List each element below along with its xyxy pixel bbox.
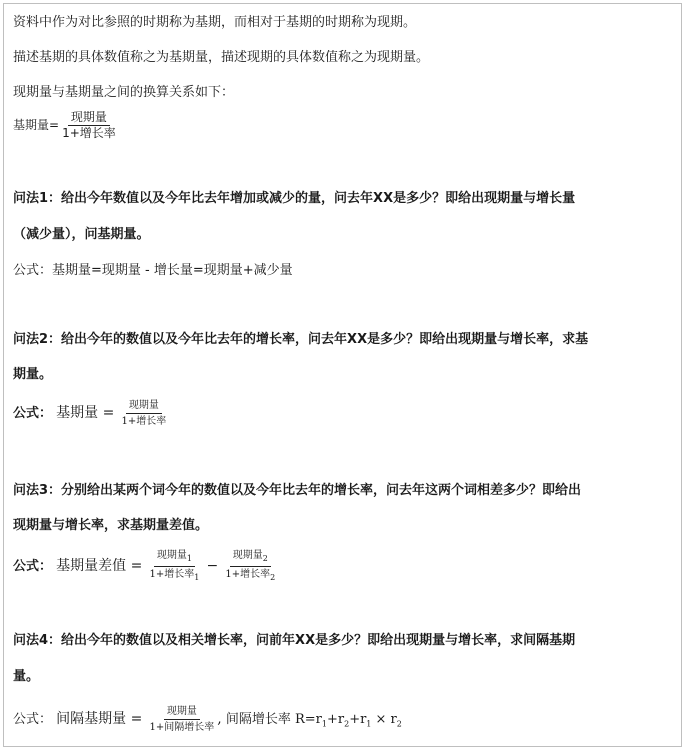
q4-rate-sub-3: 1 [366,719,372,729]
q1-title-line-2: （减少量），问基期量。 [13,227,150,242]
q3-fraction-2-numerator-sub: 2 [262,554,268,563]
q3-fraction-2-numerator [230,548,271,567]
q1-title-line-1: 问法1：给出今年数值以及今年比去年增加或减少的量，问去年XX是多少？即给出现期量与增长量 [13,191,576,206]
q4-rate-plus-1: +r [326,712,345,727]
q4-title-line-1: 问法4：给出今年的数值以及相关增长率，问前年XX是多少？即给出现期量与增长率，求间隔基期 [13,633,576,648]
q2-formula-numerator: 现期量 [126,398,162,414]
q3-fraction-1 [146,548,202,585]
q2-formula-denominator: 1+增长率 [121,416,167,427]
intro-formula-lhs: 基期量= [13,118,60,132]
q3-formula-label: 公式： [13,559,53,574]
q4-formula-lhs: 间隔基期量 = [56,711,143,727]
q3-formula [13,548,278,585]
q4-rate-sub-2: 2 [344,719,350,729]
q4-formula-denominator: 1+间隔增长率 [149,722,215,733]
q4-formula-label: 公式： [13,712,53,727]
q4-title-line-2: 量。 [13,669,40,684]
q3-fraction-1-numerator-sub: 1 [186,554,192,563]
q3-fraction-2-denominator-sub: 2 [270,573,276,582]
q2-formula-lhs: 基期量 = [56,405,115,421]
q3-fraction-1-numerator [154,548,195,567]
intro-formula-fraction [59,110,119,141]
intro-formula [13,110,119,141]
q4-rate-expression [295,712,402,727]
q4-rate-sub-4: 2 [396,719,402,729]
intro-formula-numerator: 现期量 [68,110,110,126]
intro-formula-denominator: 1+增长率 [62,126,116,140]
q3-fraction-1-denominator [146,567,202,585]
q4-formula-fraction [146,704,217,735]
q2-title-line-2: 期量。 [13,367,53,382]
q1-formula: 公式：基期量=现期量 - 增长量=现期量+减少量 [13,263,293,278]
q3-title-line-2: 现期量与增长率，求基期量差值。 [13,518,209,533]
q4-formula [13,704,402,735]
q3-fraction-1-numerator-text: 现期量 [156,550,187,561]
q4-formula-numerator: 现期量 [164,704,200,720]
q4-rate-r: R=r [294,712,322,727]
intro-line-3: 现期量与基期量之间的换算关系如下： [13,85,235,100]
q4-rate-sub-1: 1 [321,719,327,729]
q3-fraction-2-denominator [222,567,278,585]
q3-title-line-1: 问法3：分别给出某两个词今年的数值以及今年比去年的增长率，问去年这两个词相差多少？即给出 [13,483,582,498]
q3-formula-minus: − [206,558,219,574]
q2-formula-label: 公式： [13,406,53,421]
q4-rate-times: × r [375,712,397,727]
intro-line-2: 描述基期的具体数值称之为基期量，描述现期的具体数值称之为现期量。 [13,50,430,65]
q3-fraction-1-denominator-sub: 1 [194,573,200,582]
q3-fraction-1-denominator-text: 1+增长率 [149,569,195,580]
q3-fraction-2 [222,548,278,585]
q3-fraction-2-denominator-text: 1+增长率 [225,569,271,580]
q4-formula-comma: , [217,711,222,727]
q4-rate-plus-2: +r [349,712,367,727]
q2-formula [13,398,169,429]
q3-fraction-2-numerator-text: 现期量 [232,550,263,561]
intro-line-1: 资料中作为对比参照的时期称为基期，而相对于基期的时期称为现期。 [13,15,417,30]
q4-rate-label: 间隔增长率 [225,712,291,727]
q2-title-line-1: 问法2：给出今年的数值以及今年比去年的增长率，问去年XX是多少？即给出现期量与增长率，求基 [13,332,589,347]
q2-formula-fraction [118,398,169,429]
q3-formula-lhs: 基期量差值 = [56,558,143,574]
